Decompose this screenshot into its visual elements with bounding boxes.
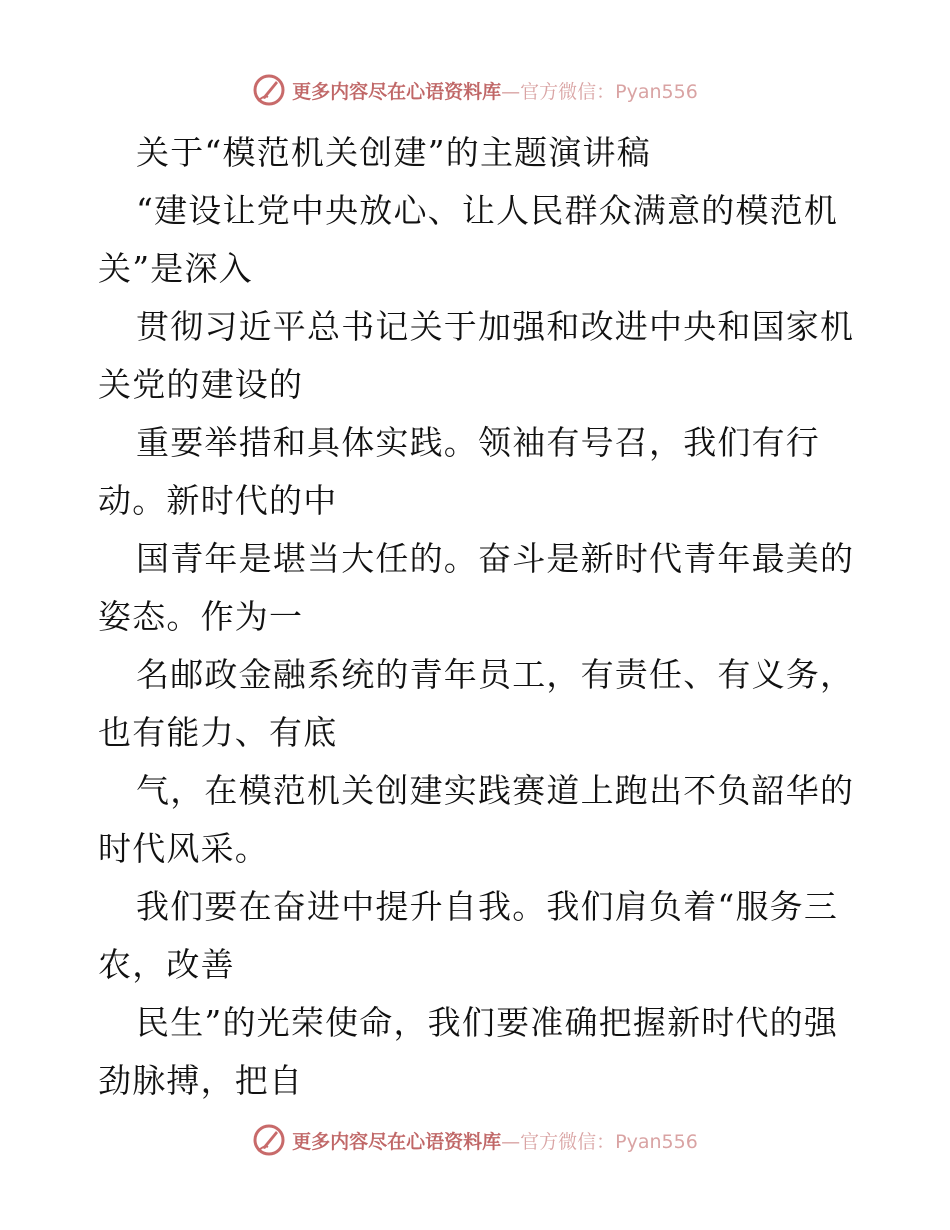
- footer-watermark: [0, 1120, 950, 1160]
- header-watermark: [0, 70, 950, 110]
- watermark-wechat: 官方微信：Pyan556: [520, 80, 698, 103]
- document-title: 关于“模范机关创建”的主题演讲稿: [136, 133, 651, 172]
- text-line-3: 贯彻习近平总书记关于加强和改进中央和国家机: [136, 307, 855, 346]
- quill-logo-icon: [252, 73, 286, 107]
- text-line-12: 时代风采。: [98, 829, 269, 868]
- watermark-text: [292, 1127, 698, 1154]
- text-line-10: 也有能力、有底: [98, 713, 338, 752]
- watermark-wechat: 官方微信：Pyan556: [520, 1130, 698, 1153]
- watermark-separator: —: [501, 80, 521, 103]
- text-line-7: 国青年是堪当大任的。奋斗是新时代青年最美的: [136, 539, 855, 578]
- text-line-14: 农，改善: [98, 945, 235, 984]
- document-body: [98, 124, 854, 1110]
- text-line-16: 劲脉搏，把自: [98, 1061, 304, 1100]
- watermark-separator: —: [501, 1130, 521, 1153]
- watermark-text: [292, 77, 698, 104]
- text-line-11: 气，在模范机关创建实践赛道上跑出不负韶华的: [136, 771, 855, 810]
- text-line-9: 名邮政金融系统的青年员工，有责任、有义务，: [136, 655, 855, 694]
- text-line-5: 重要举措和具体实践。领袖有号召，我们有行: [136, 423, 820, 462]
- quill-logo-icon: [252, 1123, 286, 1157]
- text-line-8: 姿态。作为一: [98, 597, 304, 636]
- text-line-1: “建设让党中央放心、让人民群众满意的模范机: [136, 191, 839, 230]
- text-line-6: 动。新时代的中: [98, 481, 338, 520]
- text-line-15: 民生”的光荣使命，我们要准确把握新时代的强: [136, 1003, 839, 1042]
- text-line-2: 关”是深入: [98, 249, 253, 288]
- watermark-site: 更多内容尽在心语资料库: [292, 80, 502, 103]
- text-line-4: 关党的建设的: [98, 365, 304, 404]
- text-line-13: 我们要在奋进中提升自我。我们肩负着“服务三: [136, 887, 839, 926]
- watermark-site: 更多内容尽在心语资料库: [292, 1130, 502, 1153]
